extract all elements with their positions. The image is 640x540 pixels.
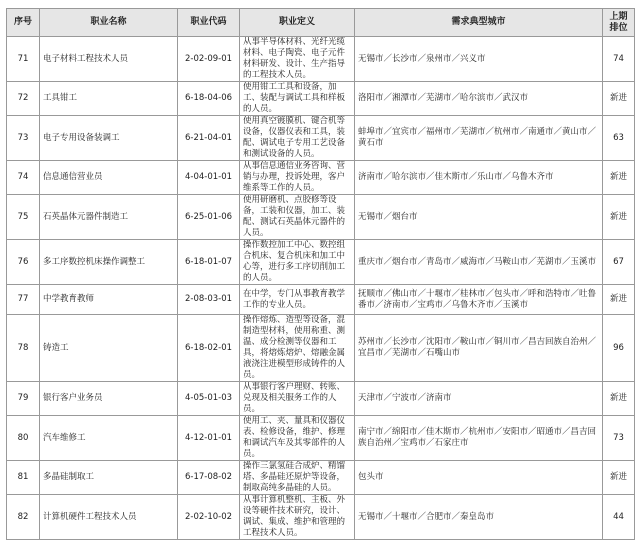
cell-prev-rank: 63 [603, 116, 635, 161]
cell-seq: 77 [7, 285, 40, 315]
cell-prev-rank: 新进 [603, 285, 635, 315]
table-row [7, 285, 635, 315]
cell-code: 6-18-02-01 [178, 315, 240, 382]
cell-definition: 操作三氯氢硅合成炉、精馏塔、多晶硅还原炉等设备，制取高纯多晶硅的人员。 [240, 461, 355, 495]
header-definition: 职业定义 [240, 9, 355, 37]
table-row [7, 315, 635, 382]
cell-name: 石英晶体元器件制造工 [40, 195, 178, 240]
cell-cities: 蚌埠市／宜宾市／福州市／芜湖市／杭州市／南通市／黄山市／黄石市 [355, 116, 603, 161]
cell-code: 2-08-03-01 [178, 285, 240, 315]
cell-seq: 80 [7, 416, 40, 461]
header-name: 职业名称 [40, 9, 178, 37]
cell-cities: 无锡市／烟台市 [355, 195, 603, 240]
table-row [7, 82, 635, 116]
cell-seq: 74 [7, 161, 40, 195]
cell-name: 多工序数控机床操作调整工 [40, 240, 178, 285]
cell-code: 2-02-09-01 [178, 37, 240, 82]
cell-prev-rank: 67 [603, 240, 635, 285]
cell-definition: 使用钳工工具和设备，加工、装配与调试工具和样板的人员。 [240, 82, 355, 116]
cell-prev-rank: 新进 [603, 461, 635, 495]
cell-seq: 73 [7, 116, 40, 161]
cell-cities: 抚顺市／佛山市／十堰市／桂林市／包头市／呼和浩特市／吐鲁番市／济南市／宝鸡市／乌鲁木齐市／玉溪市 [355, 285, 603, 315]
cell-prev-rank: 44 [603, 495, 635, 540]
table-header-row [7, 9, 635, 37]
table-row [7, 495, 635, 540]
cell-prev-rank: 新进 [603, 382, 635, 416]
cell-code: 6-25-01-06 [178, 195, 240, 240]
cell-name: 中学教育教师 [40, 285, 178, 315]
cell-name: 铸造工 [40, 315, 178, 382]
cell-prev-rank: 74 [603, 37, 635, 82]
cell-cities: 洛阳市／湘潭市／芜湖市／哈尔滨市／武汉市 [355, 82, 603, 116]
cell-definition: 使用工、夹、量具和仪器仪表、检修设备，维护、修理和调试汽车及其零部件的人员。 [240, 416, 355, 461]
header-cities: 需求典型城市 [355, 9, 603, 37]
cell-definition: 操作数控加工中心、数控组合机床、复合机床和加工中心等，进行多工序切削加工的人员。 [240, 240, 355, 285]
cell-code: 2-02-10-02 [178, 495, 240, 540]
cell-name: 多晶硅制取工 [40, 461, 178, 495]
cell-prev-rank: 96 [603, 315, 635, 382]
cell-definition: 在中学，专门从事教育教学工作的专业人员。 [240, 285, 355, 315]
cell-definition: 从事银行客户理财、转账、兑现及相关服务工作的人员。 [240, 382, 355, 416]
cell-prev-rank: 73 [603, 416, 635, 461]
cell-seq: 81 [7, 461, 40, 495]
cell-code: 4-05-01-03 [178, 382, 240, 416]
table-row [7, 37, 635, 82]
cell-definition: 从事计算机整机、主板、外设等硬件技术研究，设计、调试、集成、维护和管理的工程技术人员。 [240, 495, 355, 540]
cell-prev-rank: 新进 [603, 195, 635, 240]
cell-definition: 从事半导体材料、光纤光缆材料、电子陶瓷、电子元件材料研发、设计、生产指导的工程技术人员。 [240, 37, 355, 82]
cell-cities: 无锡市／十堰市／合肥市／秦皇岛市 [355, 495, 603, 540]
cell-code: 4-04-01-01 [178, 161, 240, 195]
header-seq: 序号 [7, 9, 40, 37]
cell-name: 汽车维修工 [40, 416, 178, 461]
cell-seq: 79 [7, 382, 40, 416]
cell-seq: 78 [7, 315, 40, 382]
cell-definition: 使用研磨机、点胶修等设备，工装和仪器，加工、装配、测试石英晶体元器件的人员。 [240, 195, 355, 240]
cell-cities: 苏州市／长沙市／沈阳市／鞍山市／铜川市／昌吉回族自治州／宜昌市／芜湖市／石嘴山市 [355, 315, 603, 382]
table-row [7, 116, 635, 161]
cell-prev-rank: 新进 [603, 82, 635, 116]
cell-prev-rank: 新进 [603, 161, 635, 195]
cell-definition: 使用真空镀膜机、键合机等设备，仪器仪表和工具，装配、调试电子专用工艺设备和测试设备的人员。 [240, 116, 355, 161]
cell-code: 6-17-08-02 [178, 461, 240, 495]
cell-code: 6-21-04-01 [178, 116, 240, 161]
cell-cities: 南宁市／绵阳市／佳木斯市／杭州市／安阳市／昭通市／昌吉回族自治州／宝鸡市／石家庄市 [355, 416, 603, 461]
cell-name: 工具钳工 [40, 82, 178, 116]
cell-name: 信息通信营业员 [40, 161, 178, 195]
table-row [7, 416, 635, 461]
cell-seq: 76 [7, 240, 40, 285]
cell-seq: 72 [7, 82, 40, 116]
cell-seq: 71 [7, 37, 40, 82]
cell-code: 6-18-01-07 [178, 240, 240, 285]
cell-cities: 包头市 [355, 461, 603, 495]
cell-name: 电子专用设备装调工 [40, 116, 178, 161]
cell-seq: 82 [7, 495, 40, 540]
cell-cities: 重庆市／烟台市／青岛市／威海市／马鞍山市／芜湖市／玉溪市 [355, 240, 603, 285]
cell-name: 计算机硬件工程技术人员 [40, 495, 178, 540]
cell-definition: 从事信息通信业务咨询、营销与办理，投诉处理，客户维系等工作的人员。 [240, 161, 355, 195]
cell-code: 4-12-01-01 [178, 416, 240, 461]
cell-definition: 操作熔炼、造型等设备，混制造型材料，使用称重、测温、成分检测等仪器和工具，将熔炼熔炉、熔融金属液浇注进模型形成铸件的人员。 [240, 315, 355, 382]
table-row [7, 195, 635, 240]
cell-cities: 天津市／宁波市／济南市 [355, 382, 603, 416]
table-row [7, 161, 635, 195]
header-prev-rank: 上期排位 [603, 9, 635, 37]
table-row [7, 461, 635, 495]
cell-seq: 75 [7, 195, 40, 240]
header-code: 职业代码 [178, 9, 240, 37]
table-row [7, 382, 635, 416]
cell-cities: 济南市／哈尔滨市／佳木斯市／乐山市／乌鲁木齐市 [355, 161, 603, 195]
cell-code: 6-18-04-06 [178, 82, 240, 116]
cell-name: 银行客户业务员 [40, 382, 178, 416]
occupation-table [6, 8, 635, 540]
table-row [7, 240, 635, 285]
cell-cities: 无锡市／长沙市／泉州市／兴义市 [355, 37, 603, 82]
cell-name: 电子材料工程技术人员 [40, 37, 178, 82]
